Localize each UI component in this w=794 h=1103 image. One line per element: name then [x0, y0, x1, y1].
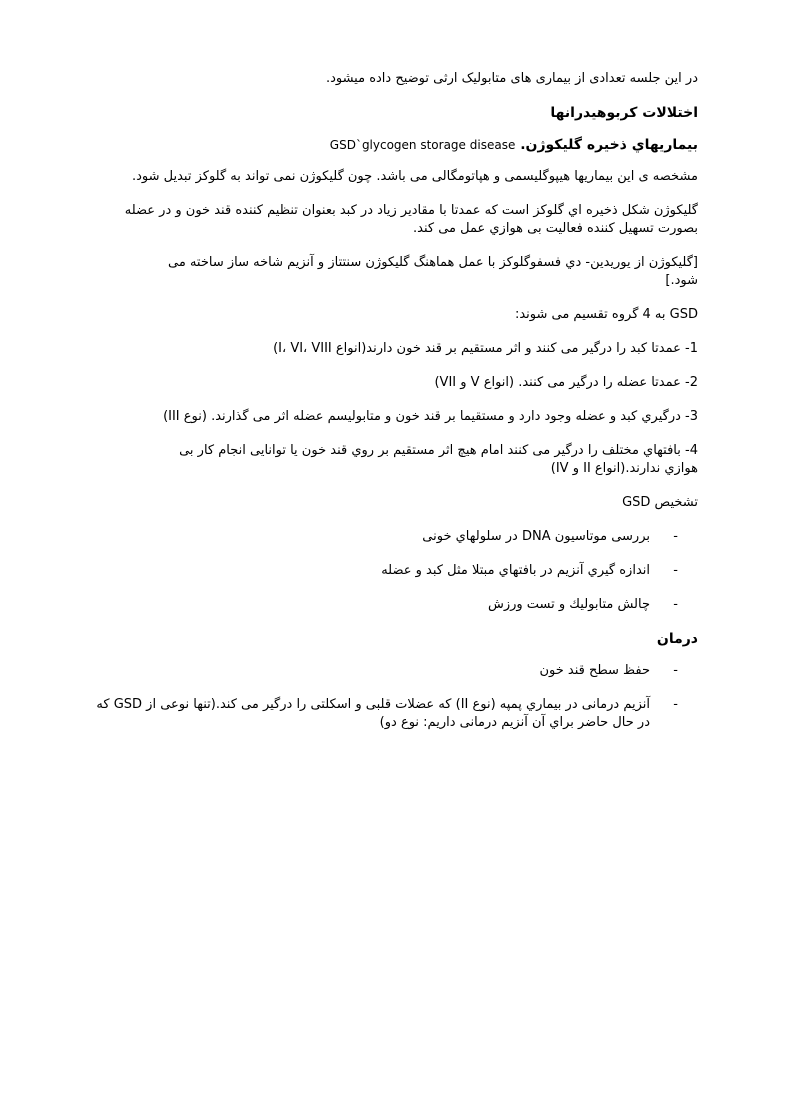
heading-carbohydrate-disorders: اختلالات کربوهیدرانها	[550, 105, 698, 121]
treatment-item	[96, 662, 698, 680]
bullet-dash: -	[673, 563, 678, 578]
treatment-item	[96, 696, 698, 732]
group-item-1: 1- عمدتا کبد را درگیر می کنند و اثر مستقیم بر قند خون دارند(انواع I، VI، VIII)	[273, 341, 698, 356]
diagnosis-item	[96, 562, 698, 580]
bullet-dash: -	[673, 697, 678, 712]
heading-gsd-english: GSD`glycogen storage disease	[329, 138, 516, 152]
diagnosis-item-text: چالش متابولیك و تست ورزش	[487, 597, 650, 612]
bullet-dash: -	[673, 597, 678, 612]
document-page	[96, 70, 698, 748]
group-item-4: 4- بافتهاي مختلف را درگیر می کنند امام هیچ اثر مستقیم بر روي قند خون یا توانایی انجام کار بی هوازي ندارند.(انواع II و IV)	[179, 443, 698, 476]
paragraph-gsd-groups: GSD به 4 گروه تقسیم می شوند:	[514, 307, 698, 322]
intro-paragraph: در این جلسه تعدادی از بیماری های متابولیک ارثی توضیح داده میشود.	[325, 71, 698, 86]
heading-gsd-persian: بيماريهاي ذخيره گليكوژن.	[520, 137, 698, 153]
paragraph-glycogen-synthesis: [گليکوژن از يوريدين- دي فسفوگلوکز با عمل هماهنگ گليکوژن سنتتاز و آنزيم شاخه ساز ساخته می شود.]	[168, 255, 698, 288]
treatment-item-text: حفظ سطح قند خون	[539, 663, 650, 678]
group-item-3: 3- درگیري کبد و عضله وجود دارد و مستقیما بر قند خون و متابولیسم عضله اثر می گذارند. (نوع III)	[163, 409, 698, 424]
treatment-item-text: آنزیم درمانی در بیماري پمپه (نوع II) که عضلات قلبی و اسکلتی را درگیر می کند.(تنها نوعی از GSD که در حال حاضر براي آن آنزیم درمانی داریم: نوع دو)	[96, 697, 650, 730]
paragraph-symptoms: مشخصه ی این بیماریها هیپوگلیسمی و هپاتومگالی می باشد. چون گلیکوژن نمی تواند به گلوکز تبدیل شود.	[131, 169, 698, 184]
diagnosis-item-text: بررسی موتاسیون DNA در سلولهاي خونی	[422, 529, 650, 544]
bullet-dash: -	[673, 529, 678, 544]
heading-glycogen-storage-disease	[96, 136, 698, 154]
diagnosis-item	[96, 528, 698, 546]
treatment-title: درمان	[656, 631, 698, 647]
diagnosis-item	[96, 596, 698, 614]
paragraph-glycogen-storage: گلیکوژن شکل ذخیره اي گلوکز است که عمدتا با مقادیر زیاد در کبد بعنوان تنظیم کننده قند خون و در عضله بصورت تسهیل کننده فعالیت بی هوازي عمل می کند.	[124, 203, 698, 236]
diagnosis-title: تشخیص GSD	[622, 495, 698, 510]
diagnosis-item-text: اندازه گیري آنزیم در بافتهاي مبتلا مثل کبد و عضله	[381, 563, 650, 578]
bullet-dash: -	[673, 663, 678, 678]
group-item-2: 2- عمدتا عضله را درگیر می کنند. (انواع V و VII)	[434, 375, 698, 390]
